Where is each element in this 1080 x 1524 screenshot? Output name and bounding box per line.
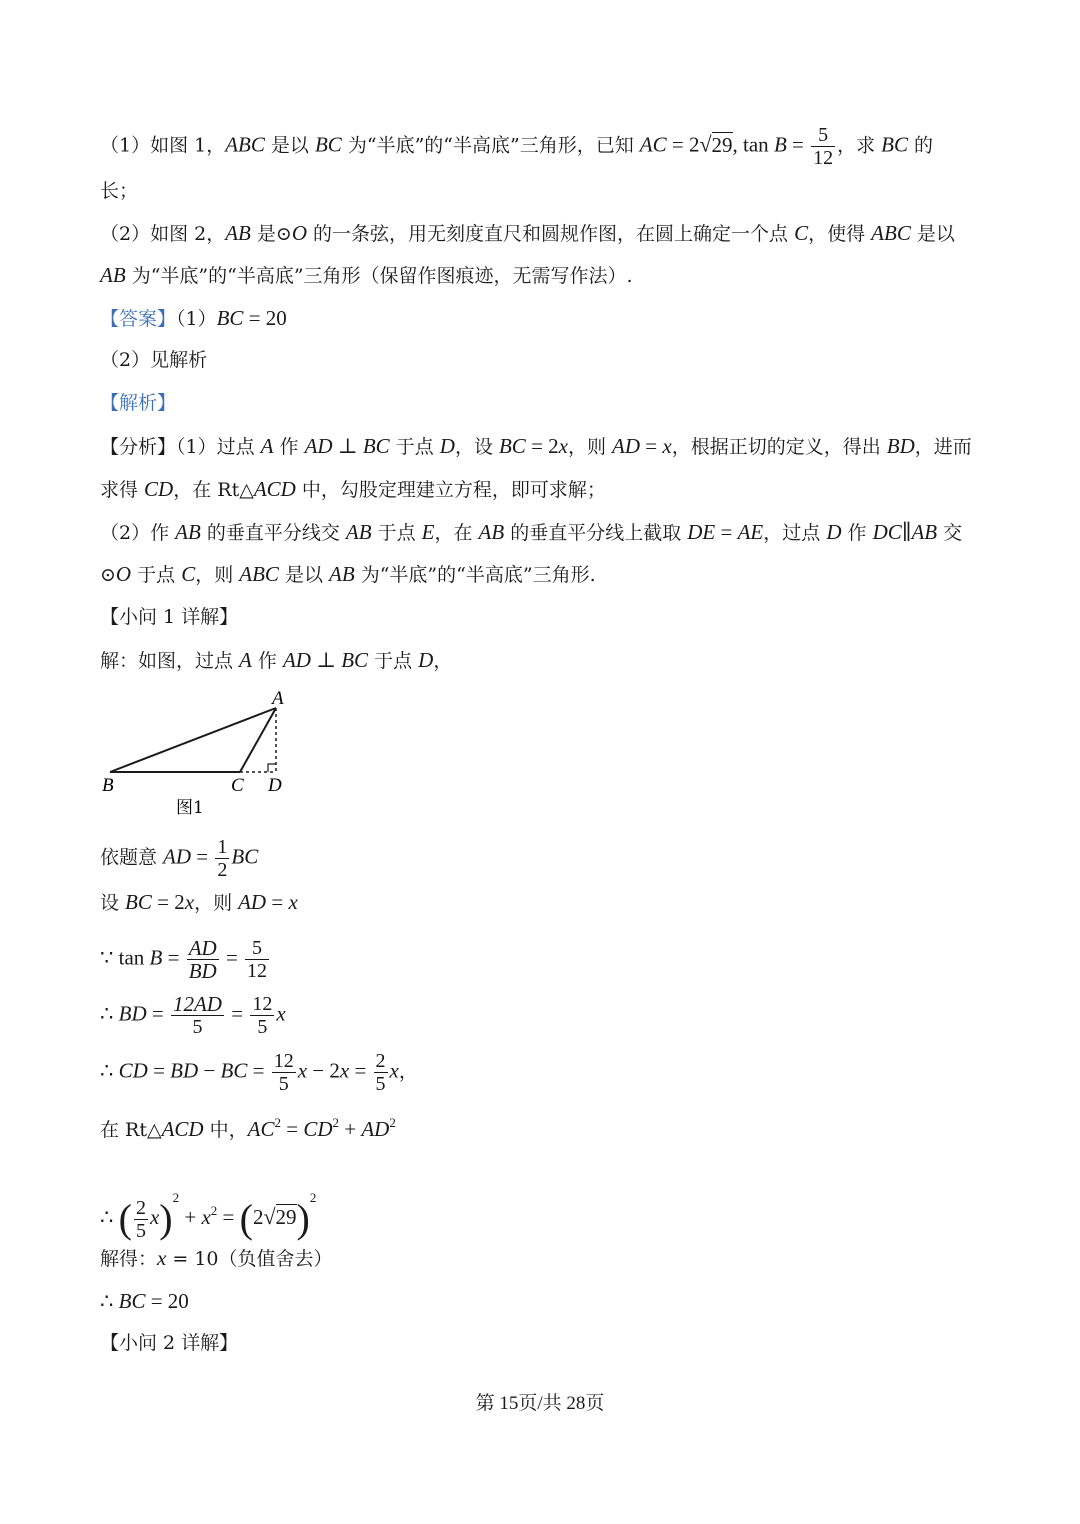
segment-ad: AD <box>238 890 267 914</box>
var-x: x <box>201 1205 211 1229</box>
segment-bc: BC <box>125 890 152 914</box>
fraction-2-5 <box>374 1050 388 1095</box>
var-x: x <box>662 434 672 458</box>
segment-de: DE <box>687 520 716 544</box>
point-e: E <box>421 520 435 544</box>
point-a: A <box>260 434 274 458</box>
segment-bc: BC <box>220 1058 248 1083</box>
q1-text: 是以 <box>264 134 315 157</box>
analysis-tag: 【解析】 <box>100 392 177 414</box>
segment-ad: AD <box>163 844 192 869</box>
q1-eq: = 2 <box>666 132 700 157</box>
fenxi-text: 于点 <box>131 564 182 586</box>
answer-text: （1） <box>176 308 217 330</box>
fenxi-text: ，进而 <box>914 436 972 458</box>
frac-num: AD <box>188 936 217 960</box>
q1-text: 为“半底”的“半高底”三角形，已知 <box>341 134 640 157</box>
fenxi-text: 于点 <box>389 436 440 458</box>
page-footer: 第 15页/共 28页 <box>475 1393 605 1414</box>
circle-o: O <box>115 562 132 586</box>
point-c: C <box>181 562 196 586</box>
eq: = <box>217 1205 240 1229</box>
label-d: D <box>268 775 282 796</box>
fenxi-text: ，根据正切的定义，得出 <box>671 436 887 458</box>
side-ab <box>110 708 276 772</box>
q1-text: ，求 <box>837 134 882 157</box>
var-x: x <box>558 434 568 458</box>
eq: = <box>225 1001 249 1026</box>
plus: + <box>339 1117 362 1141</box>
solution-line-1 <box>100 645 452 676</box>
question-2-line-1 <box>100 218 955 249</box>
answer-tag: 【答案】 <box>100 308 177 330</box>
frac-num: 2 <box>135 1196 146 1219</box>
fenxi-eq: = <box>640 434 663 458</box>
exponent: 2 <box>389 1115 396 1130</box>
var-x: x <box>184 890 195 914</box>
exponent: 2 <box>309 1190 317 1205</box>
var-x: x <box>297 1058 308 1083</box>
fraction-5-12 <box>811 124 835 169</box>
eq: = <box>349 1058 372 1083</box>
segment-cd: CD <box>303 1117 333 1141</box>
label-a: A <box>272 688 284 709</box>
parallel-symbol: ∥ <box>901 520 912 544</box>
q1-eq2: = <box>786 132 810 157</box>
figure-1-triangle <box>96 686 326 826</box>
fraction-ad-bd <box>187 937 219 982</box>
segment-ad: AD <box>612 434 641 458</box>
frac-den: 5 <box>278 1073 289 1095</box>
sol-text: 依题意 <box>100 846 164 869</box>
exponent: 2 <box>274 1115 281 1130</box>
result: = 20 <box>145 1289 189 1313</box>
frac-num: 12 <box>252 993 273 1015</box>
frac-den: 12 <box>813 147 834 169</box>
answer-value: = 20 <box>243 306 287 330</box>
sol-text: = 10（负值舍去） <box>166 1248 333 1270</box>
sol-text: 在 Rt△ <box>100 1119 162 1141</box>
perp-symbol: ⊥ <box>310 648 342 672</box>
chord-ab: AB <box>478 520 505 544</box>
fraction-2-5 <box>134 1197 148 1242</box>
triangle-acd: ACD <box>161 1117 204 1141</box>
fenxi-text: 的垂直平分线交 <box>200 522 346 544</box>
segment-ac: AC <box>247 1117 275 1141</box>
fenxi-text: 是以 <box>278 564 330 586</box>
radicand: 29 <box>275 1205 297 1229</box>
eq: = <box>266 890 289 914</box>
frac-num: 5 <box>245 937 269 960</box>
q1-text: 的 <box>908 134 934 157</box>
sol-text: 中， <box>203 1119 248 1141</box>
sub2-tag: 【小问 2 详解】 <box>100 1332 239 1354</box>
eq: = <box>280 1117 304 1141</box>
solution-line-9 <box>100 1243 333 1274</box>
exponent: 2 <box>172 1190 180 1205</box>
q2-text: 是以 <box>910 223 955 245</box>
fenxi-text: （2）作 <box>100 522 176 544</box>
sol-text: ， <box>398 1060 418 1083</box>
q2-text: ，使得 <box>808 223 872 245</box>
left-paren-icon: ( <box>118 1196 132 1241</box>
sol-text: 解得： <box>100 1248 158 1270</box>
fenxi-text: ，则 <box>195 564 240 586</box>
perp-symbol: ⊥ <box>332 434 363 458</box>
q2-text: 的一条弦，用无刻度直尺和圆规作图，在圆上确定一个点 <box>307 223 795 245</box>
sol-text: 于点 <box>368 650 419 672</box>
question-1-line-2: 长； <box>100 180 139 202</box>
right-paren-icon: ) <box>159 1196 173 1241</box>
exponent: 2 <box>332 1115 340 1130</box>
fenxi-text: ，则 <box>568 436 613 458</box>
var-x: x <box>288 890 298 914</box>
triangle-abc: ABC <box>871 221 911 245</box>
fenxi-text: ，在 <box>434 522 479 544</box>
segment-ae: AE <box>737 520 764 544</box>
sol-text: ，则 <box>194 892 239 914</box>
segment-ad: AD <box>361 1117 390 1141</box>
var-x: x <box>389 1058 399 1083</box>
sub1-tag: 【小问 1 详解】 <box>100 606 239 628</box>
frac-den: BD <box>188 959 217 983</box>
question-1-line-1 <box>100 124 933 169</box>
fenxi-text: （1）过点 <box>176 436 261 458</box>
fenxi-line-2 <box>100 474 606 505</box>
circle-o: O <box>291 221 308 245</box>
q1-prefix: （1）如图 1， <box>100 134 226 157</box>
segment-bc: BC <box>314 132 342 157</box>
point-c: C <box>794 221 809 245</box>
sol-text: 解：如图，过点 <box>100 650 240 672</box>
fenxi-text: 于点 <box>371 522 422 544</box>
frac-den: 12 <box>247 960 268 982</box>
fraction-12ad-5 <box>171 993 224 1038</box>
eq: = <box>220 945 244 970</box>
fenxi-line-4 <box>100 559 596 590</box>
triangle-abc: ABC <box>239 562 279 586</box>
frac-num: 2 <box>375 1050 386 1072</box>
frac-num: 12 <box>273 1050 294 1072</box>
because-tan: ∵ tan <box>100 945 150 970</box>
left-paren-icon: ( <box>239 1196 253 1241</box>
point-a: A <box>239 648 252 672</box>
eq: = 2 <box>151 890 185 914</box>
sol-text: 作 <box>251 650 283 672</box>
eq: = <box>191 844 214 869</box>
sqrt-icon: √ <box>263 1204 276 1229</box>
var-x: x <box>276 1001 286 1026</box>
fraction-12-5 <box>250 993 274 1038</box>
frac-den: 2 <box>217 859 228 881</box>
solution-line-7 <box>100 1108 396 1145</box>
label-c: C <box>231 775 244 796</box>
frac-den: 5 <box>135 1219 146 1242</box>
plus: + <box>179 1205 202 1229</box>
fenxi-text: 为“半底”的“半高底”三角形. <box>354 564 596 586</box>
point-d: D <box>826 520 842 544</box>
q2-text: 为“半底”的“半高底”三角形（保留作图痕迹，无需写作法）. <box>125 265 633 287</box>
point-d: D <box>439 434 455 458</box>
solution-line-3 <box>100 887 298 918</box>
chord-ab: AB <box>225 221 251 245</box>
segment-ad: AD <box>304 434 333 458</box>
fenxi-text: 作 <box>273 436 305 458</box>
chord-ab: AB <box>175 520 201 544</box>
frac-num: 5 <box>811 124 835 147</box>
chord-ab: AB <box>345 520 372 544</box>
exponent: 2 <box>210 1203 218 1218</box>
fenxi-text: 的垂直平分线上截取 <box>504 522 688 544</box>
answer-line-1 <box>100 303 287 334</box>
chord-ab: AB <box>329 562 355 586</box>
sol-text: ， <box>433 650 453 672</box>
therefore-symbol: ∴ <box>100 1001 119 1026</box>
segment-bc: BC <box>118 1289 146 1313</box>
answer-line-2: （2）见解析 <box>100 349 208 371</box>
fenxi-text: 交 <box>937 522 963 544</box>
frac-num: 1 <box>217 836 228 858</box>
angle-b: B <box>149 945 163 970</box>
solution-line-5 <box>100 993 286 1038</box>
segment-bc: BC <box>231 844 259 869</box>
q2-prefix: （2）如图 2， <box>100 223 226 245</box>
fenxi-line-3 <box>100 517 962 548</box>
triangle-abc: ABC <box>225 132 265 157</box>
segment-cd: CD <box>118 1058 148 1083</box>
fraction-12-5 <box>272 1050 296 1095</box>
circle-symbol: ⊙ <box>100 564 116 586</box>
var-x: x <box>157 1246 167 1270</box>
chord-ab: AB <box>911 520 938 544</box>
therefore-symbol: ∴ <box>100 1205 119 1229</box>
var-x: x <box>149 1205 160 1229</box>
q2-text: 是⊙ <box>250 223 292 245</box>
right-angle-mark <box>268 764 276 772</box>
radicand: 29 <box>711 132 733 157</box>
solution-line-8 <box>100 1176 316 1242</box>
fenxi-line-1 <box>100 431 972 462</box>
fenxi-text: ，在 Rt△ <box>173 479 254 501</box>
label-b: B <box>102 775 114 796</box>
figure-caption: 图1 <box>176 798 204 818</box>
fenxi-text: ，过点 <box>763 522 827 544</box>
frac-den: 5 <box>375 1073 386 1095</box>
angle-b: B <box>773 132 787 157</box>
side-ac <box>240 708 276 772</box>
eq: = <box>146 1001 169 1026</box>
segment-bd: BD <box>170 1058 199 1083</box>
segment-bc: BC <box>881 132 908 157</box>
q1-tan: , tan <box>732 132 774 157</box>
segment-cd: CD <box>144 477 174 501</box>
eq: = <box>147 1058 171 1083</box>
fraction-5-12 <box>245 937 269 982</box>
fenxi-text: ，设 <box>454 436 499 458</box>
solution-line-6 <box>100 1050 418 1095</box>
frac-num: 12AD <box>172 992 222 1016</box>
triangle-acd: ACD <box>253 477 296 501</box>
solution-line-4 <box>100 937 271 982</box>
chord-ab: AB <box>100 263 126 287</box>
sqrt-icon: √ <box>699 131 712 157</box>
coefficient: 2 <box>252 1205 264 1229</box>
segment-bd: BD <box>886 434 915 458</box>
therefore-symbol: ∴ <box>100 1058 119 1083</box>
segment-bc: BC <box>216 306 244 330</box>
frac-den: 5 <box>192 1016 203 1038</box>
segment-ad: AD <box>282 648 311 672</box>
fenxi-eq: = <box>715 520 738 544</box>
sol-text: 设 <box>100 892 126 914</box>
fenxi-text: 求得 <box>100 479 145 501</box>
point-d: D <box>418 648 434 672</box>
segment-bd: BD <box>118 1001 147 1026</box>
segment-bc: BC <box>341 648 369 672</box>
segment-bc: BC <box>498 434 526 458</box>
fenxi-eq: = 2 <box>525 434 559 458</box>
segment-dc: DC <box>872 520 902 544</box>
eq: = <box>247 1058 270 1083</box>
fenxi-text: 中，勾股定理建立方程，即可求解； <box>295 479 606 501</box>
question-2-line-2 <box>100 260 633 291</box>
solution-line-2 <box>100 836 258 881</box>
var-x: x <box>339 1058 350 1083</box>
minus-2: − 2 <box>307 1058 340 1083</box>
fenxi-text: 作 <box>841 522 873 544</box>
segment-ac: AC <box>639 132 667 157</box>
minus: − <box>198 1058 221 1083</box>
right-paren-icon: ) <box>296 1196 310 1241</box>
segment-bc: BC <box>362 434 390 458</box>
eq: = <box>162 945 185 970</box>
solution-line-10 <box>100 1286 189 1317</box>
therefore-symbol: ∴ <box>100 1289 119 1313</box>
fenxi-tag: 【分析】 <box>100 436 177 458</box>
fraction-1-2 <box>215 836 229 881</box>
frac-den: 5 <box>257 1016 268 1038</box>
